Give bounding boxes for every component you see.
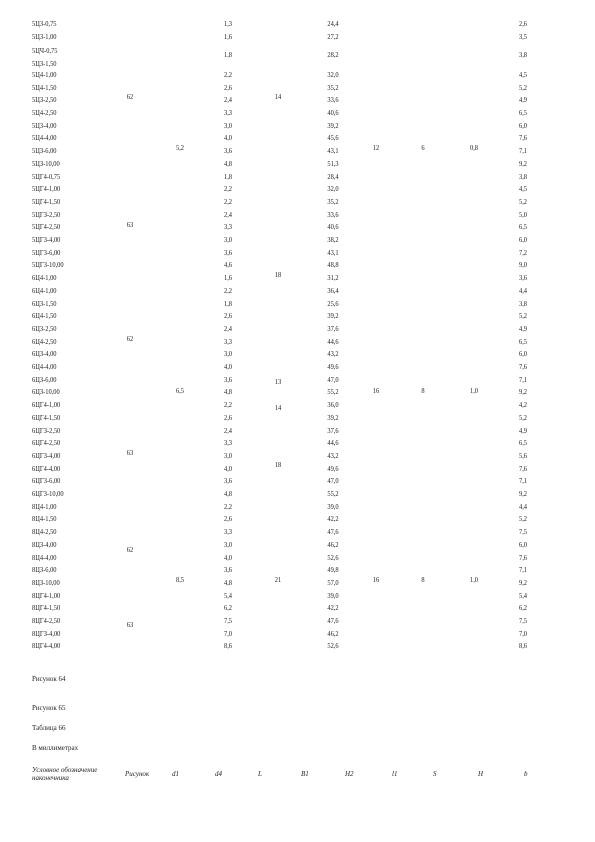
d4-cell: 3,0 <box>223 540 233 549</box>
d4-cell: 4,8 <box>223 490 233 498</box>
b1-cell: 24,4 <box>327 20 339 28</box>
b-cell: 4,5 <box>518 185 528 194</box>
b1-cell: 48,8 <box>327 261 339 270</box>
b-cell: 4,5 <box>518 70 528 79</box>
b1-cell: 52,6 <box>327 642 339 651</box>
d4-cell: 1,8 <box>223 299 233 308</box>
b1-cell: 33,6 <box>327 96 339 105</box>
b1-cell: 36,4 <box>327 286 339 295</box>
b-cell: 5,0 <box>518 210 528 219</box>
b-cell: 9,0 <box>518 261 528 270</box>
designation-cell: 8ЦЗ-10,00 <box>32 578 60 587</box>
h-cell: 0,8 <box>469 144 479 152</box>
header-h2: H2 <box>345 770 354 778</box>
b1-cell: 37,6 <box>327 324 339 333</box>
designation-cell: 6Ц4-1,50 <box>32 312 57 321</box>
b-cell: 3,8 <box>518 299 528 308</box>
b-cell: 6,0 <box>518 121 528 130</box>
b-cell: 9,2 <box>518 388 528 397</box>
header-d1: d1 <box>172 770 179 778</box>
b1-cell: 39,2 <box>327 121 339 130</box>
b-cell: 7,1 <box>518 375 528 384</box>
d4-cell: 1,6 <box>223 32 233 41</box>
d4-cell: 3,0 <box>223 350 233 359</box>
l-cell: 18 <box>274 271 282 279</box>
designation-cell: 6ЦГЗ-2,50 <box>32 426 61 435</box>
d4-cell: 5,4 <box>223 591 233 600</box>
designation-cell: 8Ц4-1,00 <box>32 502 57 511</box>
b1-cell: 31,2 <box>327 274 339 283</box>
b-cell: 7,1 <box>518 477 528 486</box>
b-cell: 5,2 <box>518 413 528 422</box>
designation-cell: 5ЦЗ-0,75 <box>32 20 57 28</box>
d4-cell: 3,3 <box>223 528 233 537</box>
designation-cell: 5ЦГЗ-6,00 <box>32 248 61 257</box>
b-cell: 6,0 <box>518 236 528 244</box>
d4-cell: 2,2 <box>223 70 233 79</box>
d4-cell: 2,4 <box>223 324 233 333</box>
b1-cell: 25,6 <box>327 299 339 308</box>
d4-cell: 3,3 <box>223 439 233 448</box>
b-cell: 6,5 <box>518 223 528 232</box>
b1-cell: 39,0 <box>327 591 339 600</box>
designation-cell: 6ЦГ4-4,00 <box>32 464 61 473</box>
figure-cell: 62 <box>126 335 134 343</box>
b-cell: 5,4 <box>518 591 528 600</box>
b1-cell: 35,2 <box>327 83 339 92</box>
designation-cell: 5Ц4-4,00 <box>32 134 57 143</box>
b-cell: 7,2 <box>518 248 528 257</box>
figure-cell: 63 <box>126 621 134 629</box>
b-cell: 9,2 <box>518 490 528 498</box>
b1-cell: 39,2 <box>327 413 339 422</box>
designation-cell: 5Ц4-2,50 <box>32 109 57 117</box>
b-cell: 7,1 <box>518 566 528 575</box>
b-cell: 5,6 <box>518 451 528 460</box>
b1-cell: 49,8 <box>327 566 339 575</box>
d4-cell: 3,6 <box>223 248 233 257</box>
b1-cell: 47,0 <box>327 477 339 486</box>
header-b: b <box>524 770 528 778</box>
b1-cell: 42,2 <box>327 604 339 613</box>
d4-cell: 4,8 <box>223 388 233 397</box>
d4-cell: 2,2 <box>223 185 233 194</box>
designation-cell: 8ЦЗ-4,00 <box>32 540 57 549</box>
d4-cell: 3,6 <box>223 147 233 156</box>
designation-cell: 8ЦГ4-2,50 <box>32 617 61 625</box>
designation-cell: 6ЦГ4-2,50 <box>32 439 61 448</box>
b-cell: 4,9 <box>518 426 528 435</box>
b-cell: 8,6 <box>518 642 528 651</box>
designation-cell: 6Ц4-2,50 <box>32 337 57 346</box>
header-l: L <box>258 770 262 778</box>
h1-cell: 12 <box>372 144 380 152</box>
h-cell: 1,0 <box>469 387 479 395</box>
b-cell: 4,9 <box>518 96 528 105</box>
b-cell: 5,2 <box>518 515 528 524</box>
d4-cell: 1,8 <box>223 172 233 181</box>
b-cell: 7,6 <box>518 553 528 562</box>
d4-cell: 2,6 <box>223 413 233 422</box>
designation-cell: 6Ц4-1,00 <box>32 274 57 283</box>
b-cell: 5,2 <box>518 83 528 92</box>
figure-cell: 63 <box>126 221 134 229</box>
b1-cell: 46,2 <box>327 540 339 549</box>
b1-cell: 32,0 <box>327 185 339 194</box>
d4-cell: 3,6 <box>223 566 233 575</box>
designation-cell: 5ЦЧ-0,75 5ЦЗ-1,50 <box>32 47 58 69</box>
designation-cell: 6Ц4-1,00 <box>32 286 57 295</box>
b-cell: 6,0 <box>518 540 528 549</box>
b1-cell: 44,6 <box>327 337 339 346</box>
header-b1: B1 <box>301 770 309 778</box>
designation-cell: 8Ц4-4,00 <box>32 553 57 562</box>
b-cell: 3,6 <box>518 274 528 283</box>
d4-cell: 2,4 <box>223 96 233 105</box>
d4-cell: 7,5 <box>223 617 233 625</box>
designation-cell: 5ЦГ4-1,50 <box>32 197 61 206</box>
d4-cell: 3,3 <box>223 223 233 232</box>
designation-cell: 5ЦЗ-1,00 <box>32 32 57 41</box>
d4-cell: 2,2 <box>223 286 233 295</box>
d4-cell: 2,6 <box>223 83 233 92</box>
b1-cell: 43,2 <box>327 350 339 359</box>
b1-cell: 28,2 <box>327 51 339 60</box>
designation-cell: 5ЦЗ-6,00 <box>32 147 57 156</box>
header-figure: Рисунок <box>125 770 150 778</box>
h1-cell: 16 <box>372 387 380 395</box>
b1-cell: 47,0 <box>327 375 339 384</box>
b-cell: 3,5 <box>518 32 528 41</box>
designation-cell: 6ЦГ4-1,50 <box>32 413 61 422</box>
d4-cell: 3,6 <box>223 477 233 486</box>
d4-cell: 4,6 <box>223 261 233 270</box>
designation-cell: 8Ц4-1,50 <box>32 515 57 524</box>
d1-cell: 8,5 <box>175 576 185 584</box>
b-cell: 7,6 <box>518 464 528 473</box>
designation-cell: 6ЦЗ-2,50 <box>32 324 57 333</box>
designation-cell: 5ЦГЗ-2,50 <box>32 210 61 219</box>
d4-cell: 3,6 <box>223 375 233 384</box>
d4-cell: 1,6 <box>223 274 233 283</box>
designation-cell: 6ЦЗ-1,50 <box>32 299 57 308</box>
s-cell: 8 <box>421 387 425 395</box>
b-cell: 7,6 <box>518 363 528 371</box>
designation-cell: 5ЦГ4-2,50 <box>32 223 61 232</box>
b-cell: 6,5 <box>518 337 528 346</box>
b-cell: 5,2 <box>518 312 528 321</box>
b1-cell: 39,0 <box>327 502 339 511</box>
h1-cell: 16 <box>372 576 380 584</box>
designation-cell: 6ЦГ4-1,00 <box>32 401 61 410</box>
b-cell: 3,8 <box>518 172 528 181</box>
figure-cell: 62 <box>126 93 134 101</box>
b1-cell: 42,2 <box>327 515 339 524</box>
b1-cell: 45,6 <box>327 134 339 143</box>
designation-cell: 8ЦГ4-1,00 <box>32 591 61 600</box>
d4-cell: 4,0 <box>223 464 233 473</box>
b-cell: 3,8 <box>518 51 528 60</box>
figure-64-caption: Рисунок 64 <box>32 675 66 683</box>
b-cell: 7,5 <box>518 617 528 625</box>
b1-cell: 46,2 <box>327 629 339 638</box>
d4-cell: 4,0 <box>223 134 233 143</box>
d4-cell: 6,2 <box>223 604 233 613</box>
l-cell: 18 <box>274 461 282 469</box>
designation-cell: 8ЦГЗ-4,00 <box>32 629 61 638</box>
b1-cell: 27,2 <box>327 32 339 41</box>
header-s: S <box>433 770 437 778</box>
designation-cell: 8ЦГ4-4,00 <box>32 642 61 651</box>
b-cell: 6,5 <box>518 439 528 448</box>
figure-cell: 62 <box>126 546 134 554</box>
d4-cell: 2,2 <box>223 197 233 206</box>
designation-cell: 5ЦГЗ-10,00 <box>32 261 64 270</box>
b-cell: 4,9 <box>518 324 528 333</box>
b1-cell: 28,4 <box>327 172 339 181</box>
d4-cell: 7,0 <box>223 629 233 638</box>
b-cell: 7,1 <box>518 147 528 156</box>
header-d4: d4 <box>215 770 222 778</box>
b1-cell: 43,2 <box>327 451 339 460</box>
b1-cell: 35,2 <box>327 197 339 206</box>
d1-cell: 6,5 <box>175 387 185 395</box>
b1-cell: 49,6 <box>327 464 339 473</box>
figure-cell: 63 <box>126 449 134 457</box>
designation-cell: 5ЦГЗ-4,00 <box>32 236 61 244</box>
l-cell: 13 <box>274 378 282 386</box>
b1-cell: 40,6 <box>327 223 339 232</box>
designation-cell: 5Ц4-1,50 <box>32 83 57 92</box>
b1-cell: 38,2 <box>327 236 339 244</box>
d1-cell: 5,2 <box>175 144 185 152</box>
b1-cell: 51,3 <box>327 159 339 168</box>
b-cell: 7,0 <box>518 629 528 638</box>
designation-cell: 5ЦЗ-4,00 <box>32 121 57 130</box>
d4-cell: 3,3 <box>223 337 233 346</box>
designation-cell: 5ЦЗ-2,50 <box>32 96 57 105</box>
designation-cell: 8ЦГ4-1,50 <box>32 604 61 613</box>
b1-cell: 37,6 <box>327 426 339 435</box>
b1-cell: 36,0 <box>327 401 339 410</box>
d4-cell: 3,0 <box>223 121 233 130</box>
b-cell: 9,2 <box>518 159 528 168</box>
b-cell: 4,2 <box>518 401 528 410</box>
b-cell: 5,2 <box>518 197 528 206</box>
designation-cell: 8ЦЗ-6,00 <box>32 566 57 575</box>
b-cell: 2,6 <box>518 20 528 28</box>
designation-cell: 6Ц4-4,00 <box>32 363 57 371</box>
b-cell: 6,0 <box>518 350 528 359</box>
b1-cell: 57,0 <box>327 578 339 587</box>
d4-cell: 4,0 <box>223 363 233 371</box>
table-66-title: Таблица 66 <box>32 724 66 732</box>
b-cell: 4,4 <box>518 286 528 295</box>
d4-cell: 4,8 <box>223 578 233 587</box>
d4-cell: 2,2 <box>223 502 233 511</box>
designation-cell: 6ЦГЗ-10,00 <box>32 490 64 498</box>
b1-cell: 43,1 <box>327 248 339 257</box>
d4-cell: 1,8 <box>223 51 233 60</box>
designation-cell: 5ЦГ4-1,00 <box>32 185 61 194</box>
header-l1: l1 <box>392 770 398 778</box>
l-cell: 14 <box>274 93 282 101</box>
h-cell: 1,0 <box>469 576 479 584</box>
b1-cell: 32,0 <box>327 70 339 79</box>
b1-cell: 47,6 <box>327 528 339 537</box>
s-cell: 8 <box>421 576 425 584</box>
d4-cell: 2,6 <box>223 312 233 321</box>
b1-cell: 49,6 <box>327 363 339 371</box>
figure-65-caption: Рисунок 65 <box>32 704 66 712</box>
b1-cell: 55,2 <box>327 388 339 397</box>
d4-cell: 3,0 <box>223 451 233 460</box>
designation-cell: 5ЦГ4-0,75 <box>32 172 61 181</box>
d4-cell: 2,6 <box>223 515 233 524</box>
b-cell: 9,2 <box>518 578 528 587</box>
b-cell: 7,5 <box>518 528 528 537</box>
s-cell: 6 <box>421 144 425 152</box>
b1-cell: 43,1 <box>327 147 339 156</box>
b1-cell: 40,6 <box>327 109 339 117</box>
b1-cell: 39,2 <box>327 312 339 321</box>
b-cell: 6,2 <box>518 604 528 613</box>
b-cell: 7,6 <box>518 134 528 143</box>
b-cell: 4,4 <box>518 502 528 511</box>
d4-cell: 2,4 <box>223 210 233 219</box>
d4-cell: 8,6 <box>223 642 233 651</box>
l-cell: 21 <box>274 576 282 584</box>
header-h: H <box>478 770 484 778</box>
d4-cell: 3,0 <box>223 236 233 244</box>
d4-cell: 2,2 <box>223 401 233 410</box>
d4-cell: 2,4 <box>223 426 233 435</box>
d4-cell: 3,3 <box>223 109 233 117</box>
b1-cell: 44,6 <box>327 439 339 448</box>
designation-cell: 5ЦЗ-10,00 <box>32 159 60 168</box>
designation-cell: 8Ц4-2,50 <box>32 528 57 537</box>
header-designation: Условное обозначение наконечника <box>32 766 98 782</box>
b1-cell: 47,6 <box>327 617 339 625</box>
d4-cell: 1,3 <box>223 20 233 28</box>
l-cell: 14 <box>274 404 282 412</box>
b1-cell: 33,6 <box>327 210 339 219</box>
b-cell: 6,5 <box>518 109 528 117</box>
d4-cell: 4,0 <box>223 553 233 562</box>
d4-cell: 4,8 <box>223 159 233 168</box>
b1-cell: 55,2 <box>327 490 339 498</box>
b1-cell: 52,6 <box>327 553 339 562</box>
designation-cell: 5Ц4-1,00 <box>32 70 57 79</box>
designation-cell: 6ЦЗ-10,00 <box>32 388 60 397</box>
designation-cell: 6ЦЗ-4,00 <box>32 350 57 359</box>
designation-cell: 6ЦЗ-6,00 <box>32 375 57 384</box>
units-note: В миллиметрах <box>32 744 79 752</box>
designation-cell: 6ЦГЗ-6,00 <box>32 477 61 486</box>
designation-cell: 6ЦГЗ-4,00 <box>32 451 61 460</box>
